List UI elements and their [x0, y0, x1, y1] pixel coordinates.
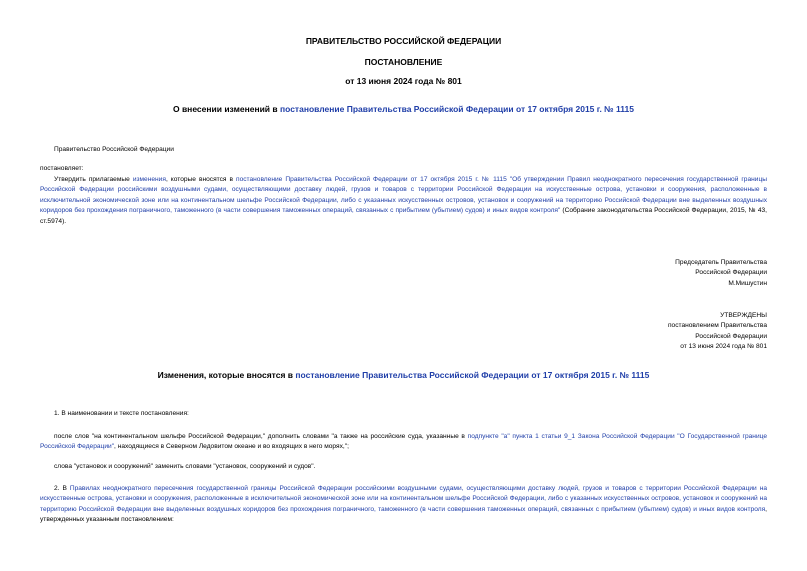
approval-by: постановлением Правительства [667, 322, 767, 330]
resolution-1115-link[interactable]: постановление Правительства Российской Федерации от 17 октября 2015 г. № 1115 "Об утверждении Правил неоднократного пересечения государственной границы Российской Федерации российскими воздушными судами, осуществляющими доставку людей, грузов и товаров с территории Российской Федерации на искусственные острова, установки и сооружения, расположенные в исключительной экономической зоне или на континентальном шельфе Российской Федерации, либо с указанных искусственных островов, установок и сооружений на территорию Российской Федерации вне выделенных воздушных коридоров без прохождения пограничного, таможенного (в части совершения таможенных операций, связанных с прибытием (убытием) судов) и иных видов контроля" [40, 176, 767, 215]
title-resolution-link[interactable]: постановление Правительства Российской Федерации от 17 октября 2015 г. № 1115 [279, 104, 634, 114]
document-title: О внесении изменений в постановление Правительства Российской Федерации от 17 октября 2015 г. № 1115 [172, 104, 634, 114]
signature-name: М.Мишустин [728, 279, 767, 287]
signature-position: Председатель Правительства [675, 259, 767, 266]
document-type: ПОСТАНОВЛЕНИЕ [364, 57, 443, 67]
rules-link[interactable]: Правилах неоднократного пересечения государственной границы Российской Федерации российскими воздушными судами, осуществляющими доставку людей, грузов и товаров с территории Российской Федерации на искусственные острова, установки и сооружения, расположенные в исключительной экономической зоне или на континентальном шельфе Российской Федерации, либо с указанных искусственных островов, установок и сооружений на территорию Российской Федерации вне выделенных воздушных коридоров без прохождения пограничного, таможенного (в части совершения таможенных операций, связанных с прибытием (убытием) судов) и иных видов контроля [40, 485, 768, 513]
state-border-law-link[interactable]: подпункте "а" пункта 1 статьи 9_1 Закона Российской Федерации "О Государственной границе Российской Федерации" [40, 433, 767, 451]
government-heading: ПРАВИТЕЛЬСТВО РОССИЙСКОЙ ФЕДЕРАЦИИ [305, 36, 502, 46]
signature-country: Российской Федерации [695, 269, 767, 277]
approval-country: Российской Федерации [695, 332, 767, 340]
preamble-resolves: постановляет: [40, 165, 84, 172]
changes-link[interactable]: изменения [132, 176, 166, 183]
changes-title-resolution-link[interactable]: постановление Правительства Российской Федерации от 17 октября 2015 г. № 1115 [295, 370, 650, 380]
item2-paragraph: 2. В Правилах неоднократного пересечения государственной границы Российской Федерации российскими воздушными судами, осуществляющими доставку людей, грузов и товаров с территории Российской Федерации на искусственные острова, установки и сооружения, расположенные в исключительной экономической зоне или на континентальном шельфе Российской Федерации, либо с указанных искусственных островов, установок и сооружений на территорию Российской Федерации вне выделенных воздушных коридоров без прохождения пограничного, таможенного (в части совершения таможенных операций, связанных с прибытием (убытием) судов) и иных видов контроля, утвержденных указанным постановлением: [40, 485, 768, 524]
item1-replacement: слова "установок и сооружений" заменить словами "установок, сооружений и судов". [54, 463, 316, 470]
changes-title: Изменения, которые вносятся в постановление Правительства Российской Федерации от 17 октября 2015 г. № 1115 [157, 370, 650, 380]
item1-addition: после слов "на континентальном шельфе Российской Федерации," дополнить словами "а также на российские суда, указанные в подпункте "а" пункта 1 статьи 9_1 Закона Российской Федерации "О Государственной границе Российской Федерации", находящиеся в Северном Ледовитом океане и во входящих в него морях,"; [40, 433, 767, 451]
approval-block [668, 311, 767, 353]
approval-date: от 13 июня 2024 года № 801 [680, 343, 767, 351]
paragraph-approve: Утвердить прилагаемые изменения, которые вносятся в постановление Правительства Российской Федерации от 17 октября 2015 г. № 1115 "Об утверждении Правил неоднократного пересечения государственной границы Российской Федерации российскими воздушными судами, осуществляющими доставку людей, грузов и товаров с территории Российской Федерации на искусственные острова, установки и сооружения, расположенные в исключительной экономической зоне или на континентальном шельфе Российской Федерации, либо с указанных искусственных островов, установок и сооружений на территорию Российской Федерации вне выделенных воздушных коридоров без прохождения пограничного, таможенного (в части совершения таможенных операций, связанных с прибытием (убытием) судов) и иных видов контроля" (Собрание законодательства Российской Федерации, 2015, № 43, ст.5974). [40, 176, 767, 225]
signature-block [675, 258, 767, 289]
item1-heading: 1. В наименовании и тексте постановления: [54, 410, 189, 417]
preamble-government: Правительство Российской Федерации [54, 146, 174, 153]
document-date-number: от 13 июня 2024 года № 801 [345, 76, 462, 86]
approval-heading: УТВЕРЖДЕНЫ [720, 312, 767, 319]
